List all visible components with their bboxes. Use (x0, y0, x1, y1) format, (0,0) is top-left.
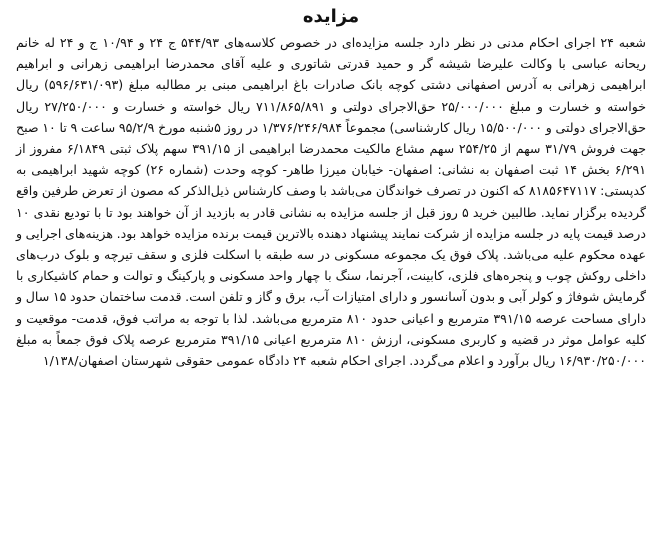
auction-notice (12, 0, 650, 554)
notice-body: شعبه ۲۴ اجرای احکام مدنی در نظر دارد جلسه مزایده‌ای در خصوص کلاسه‌های ۵۴۴/۹۳ ج ۲۴ و ۱۰/۹۴ ج و ۲۴ له خانم ریحانه عباسی با وکالت علیرضا شیشه گر و حمید قدرتی شاتوری و علیه آقای محمدرضا ابراهیمی زهرانی و ابراهیم ابراهیمی زهرانی به آدرس اصفهانی دشتی کوچه بانک صادرات باغ ابراهیمی مبنی بر مطالبه مبلغ (۵۹۶/۶۳۱/۰۹۳) ریال خواسته و خسارت و مبلغ ۲۵/۰۰۰/۰۰۰ حق‌الاجرای دولتی و ۷۱۱/۸۶۵/۸۹۱ ریال خواسته و خسارت و ۲۷/۲۵۰/۰۰۰ ریال حق‌الاجرای دولتی و ۱۵/۵۰۰/۰۰۰ ریال کارشناسی) مجموعاً ۱/۳۷۶/۲۴۶/۹۸۴ در روز ۵شنبه مورخ ۹۵/۲/۹ ساعت ۹ تا ۱۰ صبح جهت فروش ۳۱/۷۹ سهم از ۲۵۴/۲۵ سهم مشاع مالکیت محمدرضا ابراهیمی از ۳۹۱/۱۵ سهم پلاک ثبتی ۶/۱۸۴۹ مفروز از ۶/۲۹۱ بخش ۱۴ ثبت اصفهان به نشانی: اصفهان- خیابان میرزا طاهر- کوچه وحدت (شماره ۲۶) کوچه شهید ابراهیمی به کدپستی: ۸۱۸۵۶۴۷۱۱۷ که اکنون در تصرف خواندگان می‌باشد با وصف کارشناس ذیل‌الذکر که مصون از تعرض طرفین واقع گردیده برگزار نماید. طالبین خرید ۵ روز قبل از جلسه مزایده به نشانی قادر به بازدید از آن خواهند بود تا با تودیع نقدی ۱۰ درصد قیمت پایه در جلسه مزایده از شرکت نمایند پیشنهاد دهنده بالاترین قیمت برنده مزایده خواهد بود. هزینه‌های اجرایی و عهده محکوم علیه می‌باشد. پلاک فوق یک مجموعه مسکونی در سه طبقه با اسکلت فلزی و سقف تیرچه و بلوک درب‌های داخلی روکش چوب و پنجره‌های فلزی، کابینت، آجرنما، سنگ با چهار واحد مسکونی و پارکینگ و توالت و حمام کاشیکاری با گرمایش شوفاژ و کولر آبی و بدون آسانسور و دارای امتیازات آب، برق و گاز و تلفن است. قدمت ساختمان حدود ۱۵ سال و دارای مساحت عرصه ۳۹۱/۱۵ مترمربع و اعیانی حدود ۸۱۰ مترمربع می‌باشد. لذا با توجه به مراتب فوق، قدمت- موقعیت و کلیه عوامل موثر در قضیه و کاربری مسکونی، ارزش ۸۱۰ مترمربع اعیانی ۳۹۱/۱۵ مترمربع عرصه پلاک فوق جمعاً به مبلغ ۱۶/۹۳۰/۲۵۰/۰۰۰ ریال برآورد و اعلام می‌گردد. اجرای احکام شعبه ۲۴ دادگاه عمومی حقوقی شهرستان اصفهان/۱/۱۳۸ (16, 35, 647, 369)
notice-title: مزایده (302, 6, 360, 27)
